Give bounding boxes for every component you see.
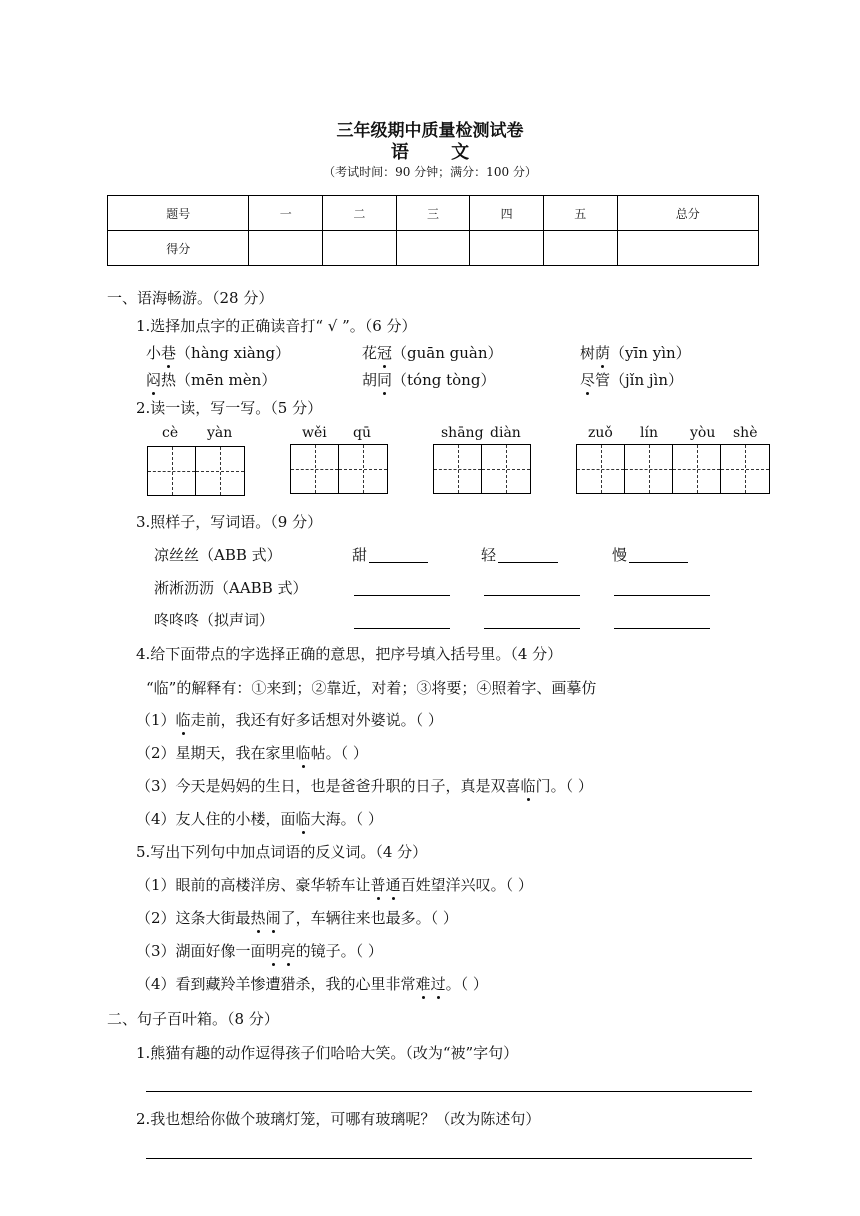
q1-item-pinyin: （mēn mèn） [176, 371, 277, 389]
answer-blank[interactable] [484, 627, 580, 629]
exam-info: （考试时间：90 分钟；满分：100 分） [323, 165, 537, 179]
q1-item [146, 369, 276, 390]
writing-box[interactable] [434, 445, 482, 493]
sentence-text: （4）友人住的小楼，面 [136, 810, 296, 828]
score-header-cell: 四 [470, 196, 544, 231]
sentence-text: （2）星期天，我在家里 [136, 744, 296, 762]
pinyin-label: yàn [207, 425, 233, 441]
pinyin-label: cè [162, 425, 179, 441]
writing-box[interactable] [339, 445, 387, 493]
answer-blank[interactable] [629, 561, 688, 563]
score-header-cell: 三 [396, 196, 470, 231]
answer-blank[interactable] [614, 594, 710, 596]
score-input-cell[interactable] [323, 231, 397, 266]
dotted-char: 热 [250, 909, 266, 927]
dotted-char: 临 [295, 810, 311, 828]
q1-item [362, 369, 495, 390]
dotted-char: 闷 [146, 371, 162, 389]
subject-title: 语 文 [390, 142, 488, 163]
score-header-cell: 题号 [108, 196, 249, 231]
writing-box[interactable] [291, 445, 339, 493]
dotted-char: 巷 [161, 344, 177, 362]
s2-q2: 2.我也想给你做个玻璃灯笼，可哪有玻璃呢？（改为陈述句） [136, 1110, 541, 1128]
score-input-cell[interactable] [396, 231, 470, 266]
q3-title: 3.照样子，写词语。（9 分） [136, 513, 323, 531]
sentence-text: 的镜子。（ ） [295, 942, 383, 960]
q1-item-post: 热 [161, 371, 177, 389]
q4-sentence [136, 709, 443, 730]
q5-sentence [136, 907, 458, 928]
dotted-char: 过 [430, 975, 446, 993]
q4-sentence [136, 808, 383, 829]
dotted-char: 临 [520, 777, 536, 795]
writing-box[interactable] [148, 447, 196, 495]
sentence-text: 帖。（ ） [310, 744, 368, 762]
q1-item-pinyin: （yīn yìn） [610, 344, 691, 362]
pinyin-label: lín [640, 425, 658, 441]
answer-blank[interactable] [354, 594, 450, 596]
writing-box[interactable] [721, 445, 769, 493]
score-table [107, 195, 759, 266]
dotted-char: 通 [385, 876, 401, 894]
q3-word-prefix: 甜 [352, 546, 368, 564]
sentence-text: （3）今天是妈妈的生日，也是爸爸升职的日子，真是双喜 [136, 777, 521, 795]
writing-box[interactable] [577, 445, 625, 493]
q4-explanation: “临”的解释有：①来到；②靠近，对着；③将要；④照着字、画摹仿 [146, 679, 597, 697]
q1-item [580, 342, 691, 363]
dotted-char: 临 [175, 711, 191, 729]
pinyin-label: qū [353, 425, 371, 441]
writing-box[interactable] [196, 447, 244, 495]
score-row-label: 得分 [108, 231, 249, 266]
answer-blank[interactable] [484, 594, 580, 596]
sentence-text: （1） [136, 711, 176, 729]
q3-example-aabb: 淅淅沥沥（AABB 式） [154, 579, 308, 597]
dotted-char: 尽 [580, 371, 596, 389]
sentence-text: （2）这条大街最 [136, 909, 251, 927]
dotted-char: 冠 [377, 344, 393, 362]
dotted-char: 临 [295, 744, 311, 762]
writing-box[interactable] [482, 445, 530, 493]
score-table-header-row [108, 196, 759, 231]
sentence-text: 。（ ） [445, 975, 488, 993]
q4-title: 4.给下面带点的字选择正确的意思，把序号填入括号里。（4 分） [136, 645, 563, 663]
q1-item-pre: 花 [362, 344, 378, 362]
q1-item-pinyin: （hàng xiàng） [176, 344, 291, 362]
sentence-text: （4）看到藏羚羊惨遭猎杀，我的心里非常 [136, 975, 416, 993]
sentence-text: 了，车辆往来也最多。（ ） [280, 909, 458, 927]
dotted-char: 普 [370, 876, 386, 894]
pinyin-label: wěi [302, 425, 327, 441]
answer-blank[interactable] [369, 561, 428, 563]
writing-grid [576, 444, 770, 494]
q1-item-post: 管 [595, 371, 611, 389]
score-input-cell[interactable] [249, 231, 323, 266]
q1-item [362, 342, 503, 363]
dotted-char: 难 [415, 975, 431, 993]
q1-item-pre: 小 [146, 344, 162, 362]
dotted-char: 荫 [595, 344, 611, 362]
sentence-text: （1）眼前的高楼洋房、豪华轿车让 [136, 876, 371, 894]
writing-grid [147, 446, 245, 496]
pinyin-label: zuǒ [588, 425, 613, 441]
q3-word-prefix: 慢 [612, 546, 628, 564]
score-header-cell: 五 [543, 196, 617, 231]
q4-sentence [136, 742, 368, 763]
pinyin-label: diàn [490, 425, 521, 441]
answer-line[interactable] [146, 1158, 752, 1159]
answer-blank[interactable] [614, 627, 710, 629]
q3-example-onomatopoeia: 咚咚咚（拟声词） [154, 611, 275, 629]
q5-sentence [136, 973, 488, 994]
q4-sentence [136, 775, 593, 796]
sentence-text: 大海。（ ） [310, 810, 383, 828]
q1-item-pre: 胡 [362, 371, 378, 389]
score-header-cell: 二 [323, 196, 397, 231]
q1-item [146, 342, 290, 363]
exam-title: 三年级期中质量检测试卷 [336, 121, 524, 141]
q1-item-pinyin: （jǐn jìn） [610, 371, 684, 389]
writing-grid [290, 444, 388, 494]
pinyin-label: shāng [441, 425, 484, 441]
writing-box[interactable] [673, 445, 721, 493]
q3-word-prefix: 轻 [481, 546, 497, 564]
score-input-cell[interactable] [617, 231, 758, 266]
q3-example-abb: 凉丝丝（ABB 式） [154, 546, 282, 564]
sentence-text: 门。（ ） [535, 777, 593, 795]
score-input-cell[interactable] [543, 231, 617, 266]
q1-item-pre: 树 [580, 344, 596, 362]
pinyin-label: yòu [690, 425, 716, 441]
answer-blank[interactable] [498, 561, 558, 563]
score-input-cell[interactable] [470, 231, 544, 266]
s2-q1: 1.熊猫有趣的动作逗得孩子们哈哈大笑。（改为“被”字句） [136, 1044, 519, 1062]
q5-title: 5.写出下列句中加点词语的反义词。（4 分） [136, 843, 428, 861]
dotted-char: 明 [265, 942, 281, 960]
q1-item-pinyin: （tóng tòng） [392, 371, 496, 389]
dotted-char: 闹 [265, 909, 281, 927]
score-table-score-row [108, 231, 759, 266]
score-header-cell: 一 [249, 196, 323, 231]
q1-title: 1.选择加点字的正确读音打“ √ ”。（6 分） [136, 317, 417, 335]
q5-sentence [136, 940, 383, 961]
dotted-char: 同 [377, 371, 393, 389]
answer-line[interactable] [146, 1091, 752, 1092]
sentence-text: （3）湖面好像一面 [136, 942, 266, 960]
pinyin-label: shè [733, 425, 758, 441]
sentence-text: 百姓望洋兴叹。（ ） [400, 876, 533, 894]
writing-grid [433, 444, 531, 494]
section-2-title: 二、句子百叶箱。（8 分） [107, 1010, 279, 1028]
score-header-cell: 总分 [617, 196, 758, 231]
q5-sentence [136, 874, 533, 895]
section-1-title: 一、语海畅游。（28 分） [107, 289, 274, 307]
q2-title: 2.读一读，写一写。（5 分） [136, 399, 323, 417]
q1-item-pinyin: （guān guàn） [392, 344, 503, 362]
writing-box[interactable] [625, 445, 673, 493]
sentence-text: 走前，我还有好多话想对外婆说。（ ） [190, 711, 443, 729]
q1-item [580, 369, 683, 390]
dotted-char: 亮 [280, 942, 296, 960]
answer-blank[interactable] [354, 627, 450, 629]
